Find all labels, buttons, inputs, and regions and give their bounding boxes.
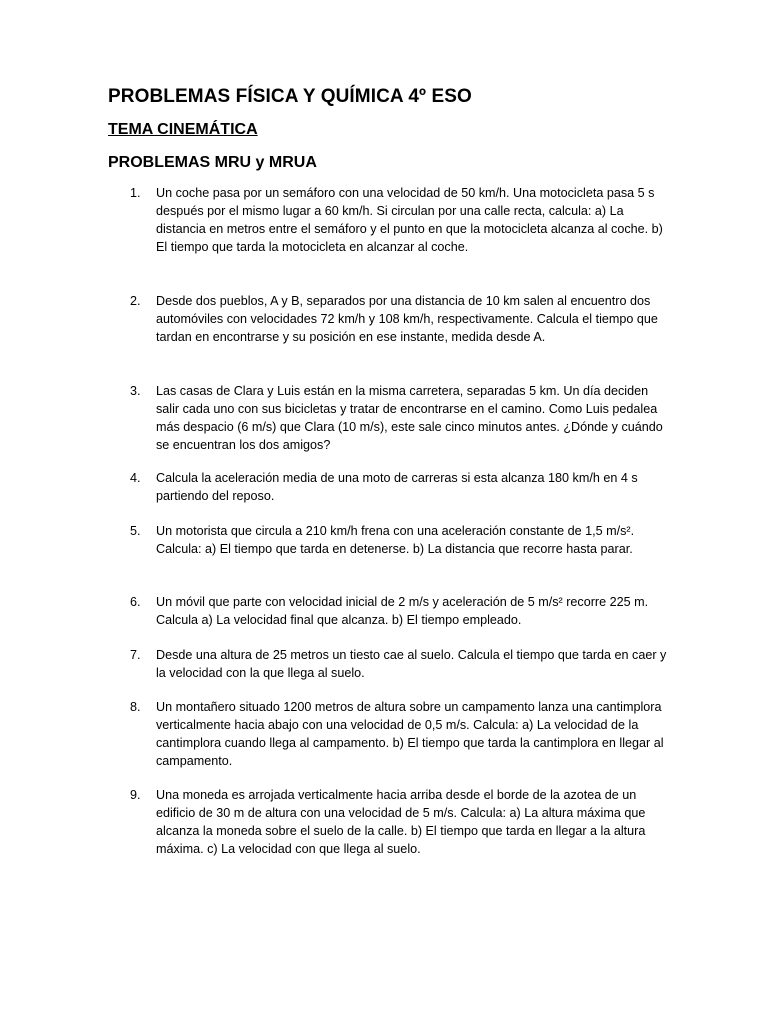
subsection-title: PROBLEMAS MRU y MRUA [108, 154, 317, 171]
problem-item-9 [130, 786, 670, 858]
problem-number: 4. [130, 471, 141, 485]
problem-item-2 [130, 292, 670, 346]
problem-text: Las casas de Clara y Luis están en la misma carretera, separadas 5 km. Un día deciden salir cada uno con sus bicicletas y tratar de encontrarse en el camino. Como Luis pedalea más despacio (6 m/s) que Clara (10 m/s), este sale cinco minutos antes. ¿Dónde y cuándo se encuentran los dos amigos? [156, 384, 663, 452]
section-title: TEMA CINEMÁTICA [108, 121, 258, 138]
problem-text: Un móvil que parte con velocidad inicial de 2 m/s y aceleración de 5 m/s² recorre 225 m. Calcula a) La velocidad final que alcanza. b) El tiempo empleado. [156, 595, 649, 627]
problem-item-8 [130, 698, 670, 770]
problem-text: Desde dos pueblos, A y B, separados por una distancia de 10 km salen al encuentro dos automóviles con velocidades 72 km/h y 108 km/h, respectivamente. Calcula el tiempo que tardan en encontrarse y su posición en ese instante, medida desde A. [156, 294, 658, 344]
problem-text: Un motorista que circula a 210 km/h frena con una aceleración constante de 1,5 m/s². Calcula: a) El tiempo que tarda en detenerse. b) La distancia que recorre hasta parar. [156, 524, 635, 556]
problem-item-3 [130, 382, 670, 454]
problem-text: Una moneda es arrojada verticalmente hacia arriba desde el borde de la azotea de un edificio de 30 m de altura con una velocidad de 5 m/s. Calcula: a) La altura máxima que alcanza la moneda sobre el suelo de la calle. b) El tiempo que tarda en llegar a la altura máxima. c) La velocidad con que llega al suelo. [156, 788, 646, 856]
problem-number: 2. [130, 294, 141, 308]
problem-number: 8. [130, 700, 141, 714]
problem-text: Desde una altura de 25 metros un tiesto cae al suelo. Calcula el tiempo que tarda en caer y la velocidad con la que llega al suelo. [156, 648, 667, 680]
problem-number: 1. [130, 186, 141, 200]
problem-item-5 [130, 522, 670, 558]
problem-number: 3. [130, 384, 141, 398]
problem-text: Un montañero situado 1200 metros de altura sobre un campamento lanza una cantimplora verticalmente hacia abajo con una velocidad de 0,5 m/s. Calcula: a) La velocidad de la cantimplora cuando llega al campamento. b) El tiempo que tarda la cantimplora en llegar al campamento. [156, 700, 664, 768]
document-title: PROBLEMAS FÍSICA Y QUÍMICA 4º ESO [108, 86, 472, 107]
problem-number: 6. [130, 595, 141, 609]
problem-number: 9. [130, 788, 141, 802]
problem-item-1 [130, 184, 670, 256]
problem-item-4 [130, 469, 670, 505]
problem-text: Un coche pasa por un semáforo con una velocidad de 50 km/h. Una motocicleta pasa 5 s después por el mismo lugar a 60 km/h. Si circulan por una calle recta, calcula: a) La distancia en metros entre el semáforo y el punto en que la motocicleta alcanza al coche. b) El tiempo que tarda la motocicleta en alcanzar al coche. [156, 186, 663, 254]
problem-number: 7. [130, 648, 141, 662]
problem-item-6 [130, 593, 670, 629]
problem-number: 5. [130, 524, 141, 538]
problem-item-7 [130, 646, 670, 682]
problem-text: Calcula la aceleración media de una moto de carreras si esta alcanza 180 km/h en 4 s partiendo del reposo. [156, 471, 638, 503]
